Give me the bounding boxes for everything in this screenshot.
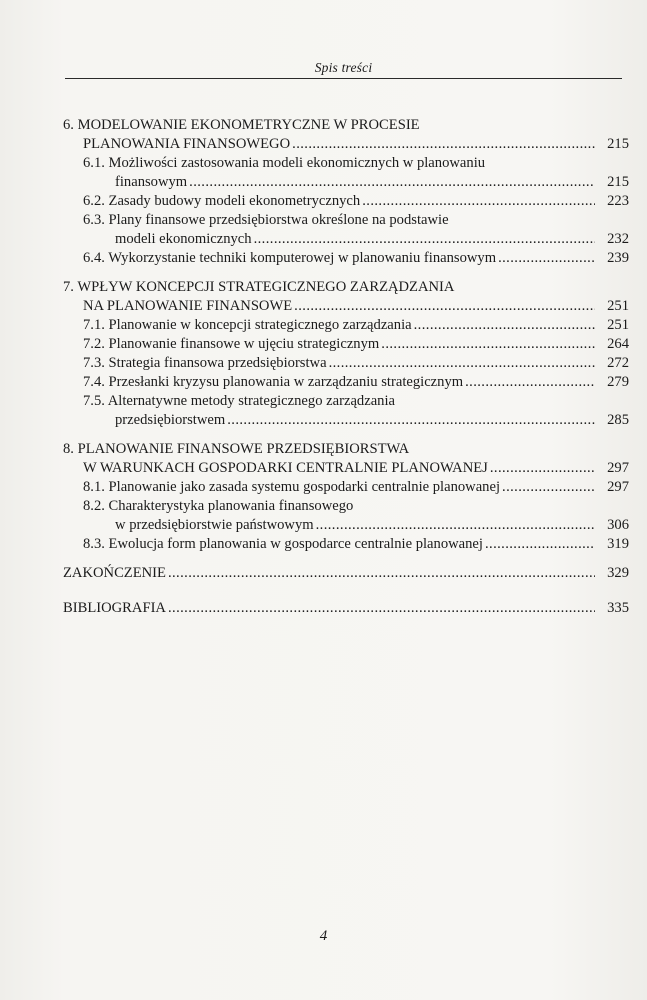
section-title: 8.2. Charakterystyka planowania finansowego bbox=[83, 498, 354, 514]
toc-section-7-3[interactable] bbox=[63, 354, 629, 373]
dot-leader bbox=[485, 535, 595, 554]
toc-conclusion[interactable] bbox=[63, 564, 629, 583]
toc-bibliography[interactable] bbox=[63, 599, 629, 618]
dot-leader bbox=[227, 411, 595, 430]
toc-section-7-5-cont[interactable] bbox=[63, 411, 629, 430]
toc-chapter-entry[interactable] bbox=[63, 459, 629, 478]
toc-section-6-4[interactable] bbox=[63, 249, 629, 268]
page-ref: 251 bbox=[607, 298, 629, 314]
page-number: 4 bbox=[319, 928, 328, 944]
dot-leader bbox=[362, 192, 595, 211]
toc-chapter-title[interactable] bbox=[63, 278, 629, 297]
dot-leader bbox=[168, 599, 595, 618]
dot-leader bbox=[465, 373, 595, 392]
dot-leader bbox=[294, 297, 595, 316]
toc-section-7-2[interactable] bbox=[63, 335, 629, 354]
dot-leader bbox=[316, 516, 595, 535]
dot-leader bbox=[502, 478, 595, 497]
dot-leader bbox=[381, 335, 595, 354]
toc-section-8-1[interactable] bbox=[63, 478, 629, 497]
page-ref: 285 bbox=[607, 412, 629, 428]
page-ref: 264 bbox=[607, 336, 629, 352]
endmatter-title: BIBLIOGRAFIA bbox=[63, 600, 166, 616]
page-ref: 239 bbox=[607, 250, 629, 266]
toc-section-6-1[interactable] bbox=[63, 154, 629, 173]
chapter-title-line-1: 8. PLANOWANIE FINANSOWE PRZEDSIĘBIORSTWA bbox=[63, 441, 410, 457]
section-title: 7.3. Strategia finansowa przedsiębiorstwa bbox=[83, 355, 327, 371]
chapter-title-line-2: W WARUNKACH GOSPODARKI CENTRALNIE PLANOWANEJ bbox=[83, 460, 488, 476]
section-title: 6.3. Plany finansowe przedsiębiorstwa określone na podstawie bbox=[83, 212, 449, 228]
chapter-title-line-1: 6. MODELOWANIE EKONOMETRYCZNE W PROCESIE bbox=[63, 117, 420, 133]
dot-leader bbox=[254, 230, 595, 249]
page-ref: 306 bbox=[607, 517, 629, 533]
toc-section-7-4[interactable] bbox=[63, 373, 629, 392]
dot-leader bbox=[292, 135, 595, 154]
page-ref: 232 bbox=[607, 231, 629, 247]
toc-section-8-3[interactable] bbox=[63, 535, 629, 554]
dot-leader bbox=[490, 459, 595, 478]
section-title-cont: finansowym bbox=[115, 174, 188, 190]
toc-section-8-2[interactable] bbox=[63, 497, 629, 516]
page-ref: 297 bbox=[607, 479, 629, 495]
section-title: 7.2. Planowanie finansowe w ujęciu strategicznym bbox=[83, 336, 380, 352]
section-title: 8.3. Ewolucja form planowania w gospodarce centralnie planowanej bbox=[83, 536, 483, 552]
page-ref: 335 bbox=[607, 600, 629, 616]
section-title: 6.2. Zasady budowy modeli ekonometrycznych bbox=[83, 193, 361, 209]
chapter-title-line-2: PLANOWANIA FINANSOWEGO bbox=[83, 136, 291, 152]
endmatter-title: ZAKOŃCZENIE bbox=[63, 565, 166, 581]
toc-section-6-3-cont[interactable] bbox=[63, 230, 629, 249]
page-ref: 272 bbox=[607, 355, 629, 371]
section-title-cont: w przedsiębiorstwie państwowym bbox=[115, 517, 314, 533]
section-title: 8.1. Planowanie jako zasada systemu gospodarki centralnie planowanej bbox=[83, 479, 501, 495]
toc-chapter-8 bbox=[63, 440, 629, 554]
section-title: 6.4. Wykorzystanie techniki komputerowej w planowaniu finansowym bbox=[83, 250, 497, 266]
dot-leader bbox=[168, 564, 595, 583]
section-title: 7.4. Przesłanki kryzysu planowania w zarządzaniu strategicznym bbox=[83, 374, 464, 390]
dot-leader bbox=[189, 173, 595, 192]
toc-section-8-2-cont[interactable] bbox=[63, 516, 629, 535]
toc-chapter-7 bbox=[63, 278, 629, 430]
dot-leader bbox=[329, 354, 595, 373]
toc-chapter-title[interactable] bbox=[63, 440, 629, 459]
page-ref: 223 bbox=[607, 193, 629, 209]
toc-chapter-6 bbox=[63, 116, 629, 268]
page-ref: 329 bbox=[607, 565, 629, 581]
section-title-cont: modeli ekonomicznych bbox=[115, 231, 252, 247]
table-of-contents bbox=[63, 116, 629, 618]
page-ref: 215 bbox=[607, 136, 629, 152]
dot-leader bbox=[498, 249, 595, 268]
section-title: 7.5. Alternatywne metody strategicznego zarządzania bbox=[83, 393, 396, 409]
page-ref: 319 bbox=[607, 536, 629, 552]
toc-section-6-2[interactable] bbox=[63, 192, 629, 211]
toc-section-7-5[interactable] bbox=[63, 392, 629, 411]
section-title-cont: przedsiębiorstwem bbox=[115, 412, 226, 428]
dot-leader bbox=[414, 316, 595, 335]
page-ref: 251 bbox=[607, 317, 629, 333]
page-ref: 279 bbox=[607, 374, 629, 390]
toc-chapter-entry[interactable] bbox=[63, 297, 629, 316]
running-header: Spis treści bbox=[314, 60, 373, 75]
page-ref: 297 bbox=[607, 460, 629, 476]
chapter-title-line-1: 7. WPŁYW KONCEPCJI STRATEGICZNEGO ZARZĄDZANIA bbox=[63, 279, 455, 295]
header-rule bbox=[65, 78, 622, 79]
toc-section-6-3[interactable] bbox=[63, 211, 629, 230]
page-ref: 215 bbox=[607, 174, 629, 190]
section-title: 6.1. Możliwości zastosowania modeli ekonomicznych w planowaniu bbox=[83, 155, 486, 171]
chapter-title-line-2: NA PLANOWANIE FINANSOWE bbox=[83, 298, 293, 314]
toc-section-7-1[interactable] bbox=[63, 316, 629, 335]
toc-section-6-1-cont[interactable] bbox=[63, 173, 629, 192]
toc-chapter-entry[interactable] bbox=[63, 135, 629, 154]
toc-chapter-title[interactable] bbox=[63, 116, 629, 135]
section-title: 7.1. Planowanie w koncepcji strategicznego zarządzania bbox=[83, 317, 412, 333]
